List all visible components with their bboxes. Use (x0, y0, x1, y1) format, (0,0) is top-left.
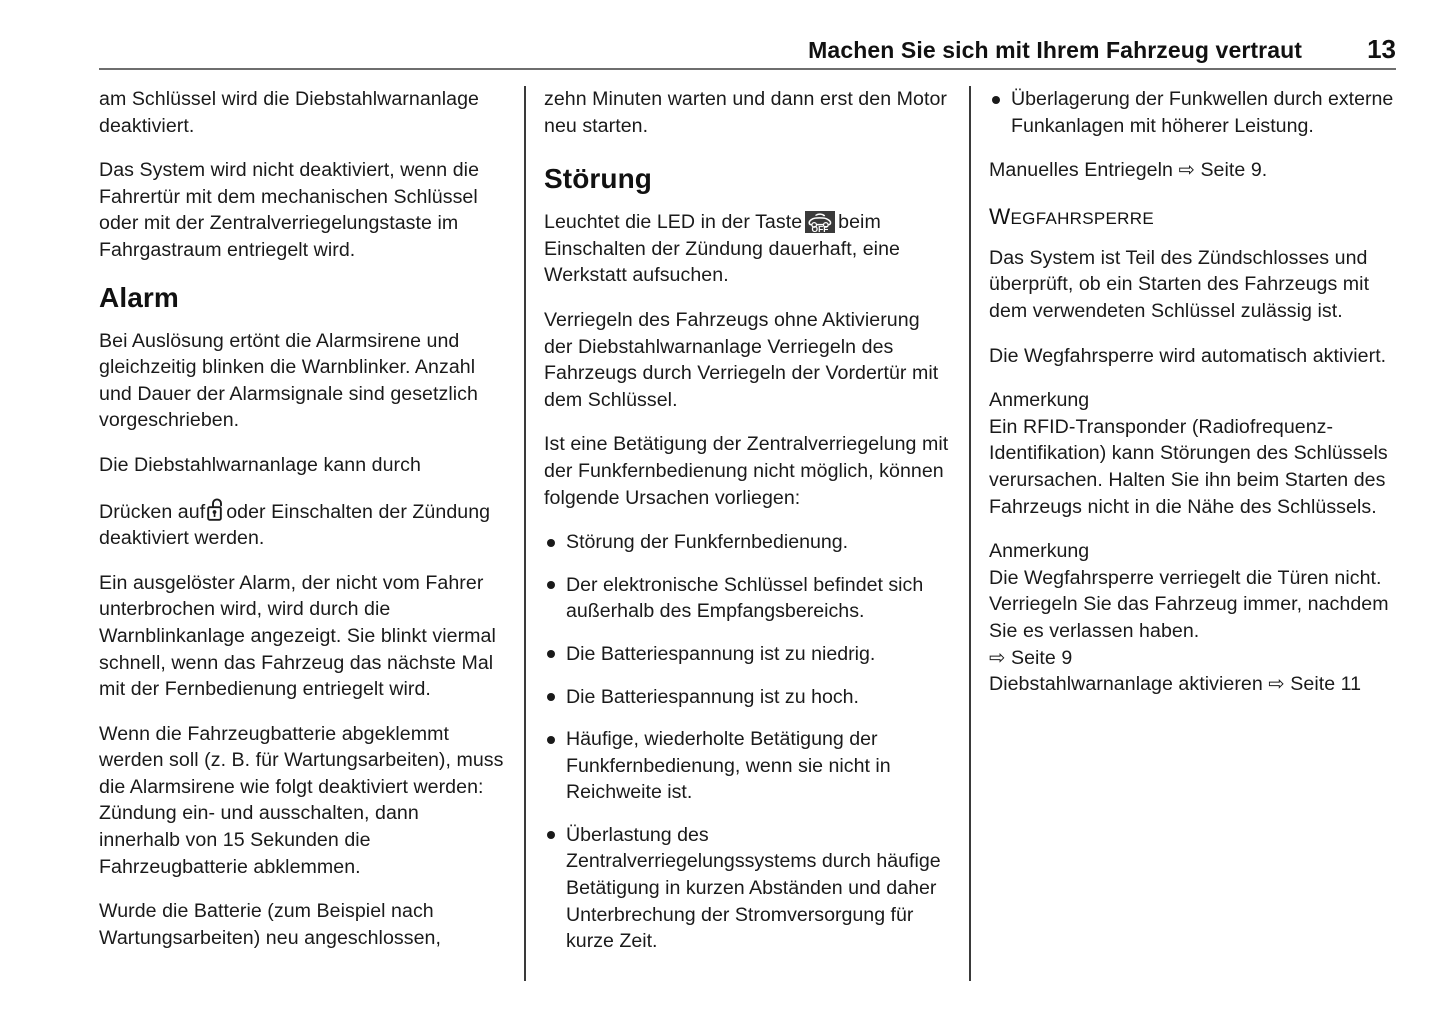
list-item-label: Überlagerung der Funkwellen durch externe Funkanlagen mit höherer Leistung. (1011, 88, 1394, 137)
cross-reference-seite-9[interactable]: ⇨ Seite 9 (989, 646, 1073, 669)
column-container (99, 86, 1396, 986)
list-item (544, 529, 950, 556)
column-divider-rule (524, 86, 526, 981)
page-header (99, 34, 1396, 70)
paragraph: Die Diebstahlwarnanlage kann durch (99, 453, 421, 476)
paragraph-text-after-icon: oder Einschalten der Zündung deaktiviert werden. (99, 500, 491, 550)
unlock-padlock-icon (207, 497, 226, 522)
fault-cause-list (544, 529, 950, 955)
paragraph: Das System wird nicht deaktiviert, wenn die Fahrertür mit dem mechanischen Schlüssel oder mit der Zentralverriegelungstaste im Fahrgastraum entriegelt wird. (99, 159, 480, 261)
bullet-dot-icon (547, 581, 555, 589)
list-item-label: Überlastung des Zentralverriegelungssystems durch häufige Betätigung in kurzen Abständen und daher Unterbrechung der Stromversorgung für kurze Zeit. (566, 823, 941, 953)
paragraph: Ist eine Betätigung der Zentralverriegelung mit der Funkfernbedienung nicht möglich, können folgende Ursachen vorliegen: (544, 433, 949, 509)
paragraph: Wenn die Fahrzeugbatterie abgeklemmt werden soll (z. B. für Wartungsarbeiten), muss die Alarmsirene wie folgt deaktiviert werden: Zündung ein- und ausschalten, dann innerhalb von 15 Sekunden die Fahrzeugbatterie abklemmen. (99, 722, 504, 878)
paragraph-with-alarm-off-icon (544, 209, 950, 289)
page-title: Machen Sie sich mit Ihrem Fahrzeug vertraut (808, 37, 1302, 63)
paragraph-text-after-icon: beim Einschalten der Zündung dauerhaft, eine Werkstatt aufsuchen. (544, 211, 900, 287)
list-item (989, 86, 1395, 139)
bullet-dot-icon (992, 96, 1000, 104)
column-left (99, 86, 505, 986)
paragraph-with-unlock-icon (99, 497, 505, 552)
paragraph: Verriegeln des Fahrzeugs ohne Aktivierung der Diebstahlwarnanlage Verriegeln des Fahrzeugs durch Verriegeln der Vordertür mit dem Schlüssel. (544, 308, 939, 411)
column-right (989, 86, 1395, 986)
cross-reference-diebstahlwarnanlage[interactable]: Diebstahlwarnanlage aktivieren ⇨ Seite 11 (989, 673, 1362, 696)
cross-reference-manual-unlock[interactable]: Manuelles Entriegeln ⇨ Seite 9. (989, 159, 1268, 182)
paragraph: Ein ausgelöster Alarm, der nicht vom Fahrer unterbrochen wird, wird durch die Warnblinkanlage angezeigt. Sie blinkt viermal schnell, wenn das Fahrzeug das nächste Mal mit der Fernbedienung entriegelt wird. (99, 571, 496, 701)
list-item-label: Der elektronische Schlüssel befindet sich außerhalb des Empfangsbereichs. (566, 573, 924, 623)
note-body: Ein RFID-Transponder (Radiofrequenz-Identifikation) kann Störungen des Schlüssels verursachen. Halten Sie ihn beim Starten des Fahrzeugs nicht in die Nähe des Schlüssels. (989, 415, 1388, 518)
list-item (544, 572, 950, 625)
paragraph: Die Wegfahrsperre wird automatisch aktiviert. (989, 344, 1387, 367)
list-item (544, 822, 950, 955)
paragraph: Das System ist Teil des Zündschlosses und überprüft, ob ein Starten des Fahrzeugs mit dem verwendeten Schlüssel zulässig ist. (989, 246, 1370, 322)
note-body: Die Wegfahrsperre verriegelt die Türen nicht. Verriegeln Sie das Fahrzeug immer, nachdem Sie es verlassen haben. (989, 566, 1389, 642)
list-item (544, 641, 950, 668)
svg-text:OFF: OFF (811, 224, 829, 234)
note-heading: Anmerkung (989, 389, 1090, 412)
paragraph: am Schlüssel wird die Diebstahlwarnanlage deaktiviert. (99, 88, 479, 137)
list-item-label: Die Batteriespannung ist zu niedrig. (566, 642, 876, 665)
vehicle-alarm-off-button-icon (805, 211, 835, 233)
list-item-label: Häufige, wiederholte Betätigung der Funkfernbedienung, wenn sie nicht in Reichweite ist. (566, 728, 891, 804)
paragraph-text-before-icon: Drücken auf (99, 500, 206, 523)
section-heading-stoerung: Störung (544, 163, 653, 195)
paragraph-text-before-icon: Leuchtet die LED in der Taste (544, 211, 803, 234)
paragraph: zehn Minuten warten und dann erst den Motor neu starten. (544, 88, 947, 137)
section-heading-initial: W (989, 203, 1011, 229)
bullet-dot-icon (547, 693, 555, 701)
fault-cause-list-continued (989, 86, 1395, 139)
column-gap-right (950, 86, 989, 986)
bullet-dot-icon (547, 736, 555, 744)
header-divider-rule (99, 68, 1396, 70)
bullet-dot-icon (547, 831, 555, 839)
paragraph: Bei Auslösung ertönt die Alarmsirene und gleichzeitig blinken die Warnblinker. Anzahl und Dauer der Alarmsignale sind gesetzlich vorgeschrieben. (99, 329, 478, 432)
list-item (544, 726, 950, 806)
column-middle (544, 86, 950, 986)
page-number: 13 (1367, 34, 1396, 64)
list-item (544, 684, 950, 711)
column-divider-rule (969, 86, 971, 981)
bullet-dot-icon (547, 650, 555, 658)
list-item-label: Störung der Funkfernbedienung. (566, 531, 849, 554)
section-heading-rest: EGFAHRSPERRE (1010, 208, 1154, 228)
column-gap-left (505, 86, 544, 986)
section-heading-alarm: Alarm (99, 281, 179, 313)
note-heading: Anmerkung (989, 540, 1090, 563)
list-item-label: Die Batteriespannung ist zu hoch. (566, 685, 859, 708)
section-heading-wegfahrsperre (989, 203, 1395, 231)
bullet-dot-icon (547, 539, 555, 547)
paragraph: Wurde die Batterie (zum Beispiel nach Wartungsarbeiten) neu angeschlossen, (99, 900, 441, 949)
